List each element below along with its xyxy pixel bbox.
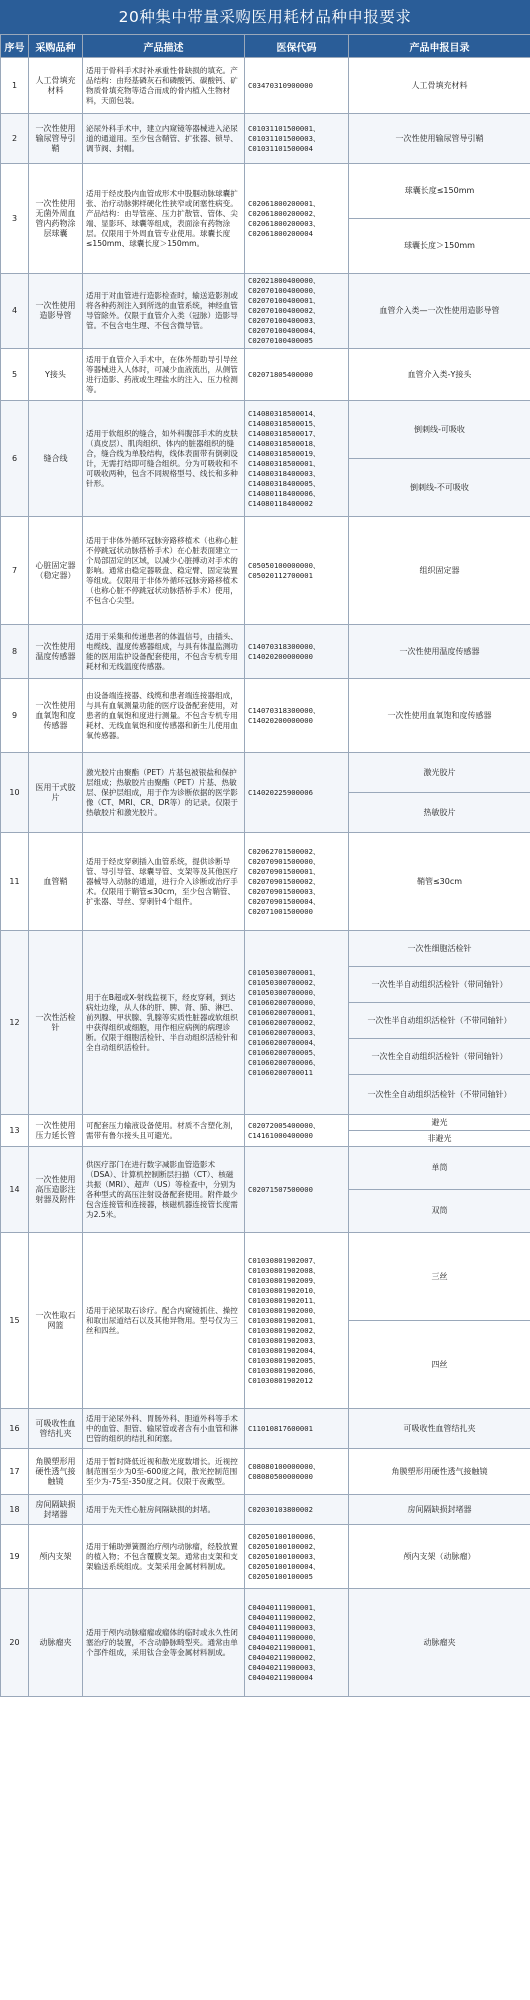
cell-desc: 可配套压力输液设备使用。材质不含塑化剂，需带有鲁尔接头且可避光。 (83, 1115, 245, 1147)
cell-catalog: 一次性细胞活检针 (349, 931, 530, 967)
cell-catalog: 一次性使用输尿管导引鞘 (349, 114, 530, 164)
cell-code: C02061800200001、 C02061800200002、 C02061800200003、 C02061800200004 (245, 164, 349, 274)
cell-no: 8 (1, 625, 29, 679)
cell-no: 20 (1, 1589, 29, 1697)
cell-name: 角膜塑形用硬性透气接触镜 (29, 1449, 83, 1495)
table-row (1, 625, 530, 679)
cell-code: C14080318500014、 C14080318500015、 C14080318500017、 C14080318500018、 C14080318500019、 C14080318500001、 C14080318400003、 C14080318400005、 C14080118400006、 C14080118400002 (245, 401, 349, 517)
cell-no: 7 (1, 517, 29, 625)
cell-no: 14 (1, 1147, 29, 1233)
cell-no: 9 (1, 679, 29, 753)
cell-code: C14070318300000、 C14020200000000 (245, 625, 349, 679)
cell-code: C01031101500001、 C01031101500003、 C01031101500004 (245, 114, 349, 164)
cell-desc: 适用于泌尿取石诊疗。配合内窥镜抓住、操控和取出尿道结石以及其他异物用。型号仅为三丝和四丝。 (83, 1233, 245, 1409)
cell-catalog: 人工骨填充材料 (349, 58, 530, 114)
table-row (1, 1147, 530, 1190)
table-row (1, 349, 530, 401)
cell-code: C04040111900001、 C04040111900002、 C04040111900003、 C04040111900000、 C04040211900001、 C04040211900002、 C04040211900003、 C04040211900004 (245, 1589, 349, 1697)
cell-catalog: 球囊长度＞150mm (349, 219, 530, 274)
cell-name: 一次性使用高压造影注射器及附件 (29, 1147, 83, 1233)
cell-desc: 由设备端连接器、线缆和患者端连接器组成，与具有血氧测量功能的医疗设备配套使用，对患者的血氧饱和度进行测量。不包含专机专用耗材、无线血氧饱和度传感器和新生儿使用血氧传感器。 (83, 679, 245, 753)
requirements-table (0, 34, 530, 1697)
cell-catalog: 球囊长度≤150mm (349, 164, 530, 219)
cell-code: C14070318300000、 C14020200000000 (245, 679, 349, 753)
cell-catalog: 三丝 (349, 1233, 530, 1321)
cell-name: 可吸收性血管结扎夹 (29, 1409, 83, 1449)
cell-name: 动脉瘤夹 (29, 1589, 83, 1697)
cell-desc: 适用于先天性心脏房间隔缺损的封堵。 (83, 1495, 245, 1525)
cell-code: C02021800400000、 C02070100400000、 C02070100400001、 C02070100400002、 C02070100400003、 C02070100400004、 C02070100400005 (245, 274, 349, 349)
cell-catalog: 组织固定器 (349, 517, 530, 625)
cell-no: 13 (1, 1115, 29, 1147)
cell-name: 心脏固定器（稳定器） (29, 517, 83, 625)
cell-catalog: 房间隔缺损封堵器 (349, 1495, 530, 1525)
table-header-row (1, 35, 530, 58)
cell-code: C02072005400000、 C14161000400000 (245, 1115, 349, 1147)
cell-catalog: 动脉瘤夹 (349, 1589, 530, 1697)
header-no: 序号 (1, 35, 29, 58)
header-desc: 产品描述 (83, 35, 245, 58)
cell-no: 18 (1, 1495, 29, 1525)
cell-no: 19 (1, 1525, 29, 1589)
cell-no: 17 (1, 1449, 29, 1495)
table-row (1, 517, 530, 625)
cell-code: C02071507500000 (245, 1147, 349, 1233)
cell-desc: 适用于血管介入手术中，在体外帮助导引导丝等器械进入人体时，可减少血液流出，从侧管进行造影、药液或生理盐水的注入、压力检测等。 (83, 349, 245, 401)
cell-no: 15 (1, 1233, 29, 1409)
cell-catalog: 可吸收性血管结扎夹 (349, 1409, 530, 1449)
header-catalog: 产品申报目录 (349, 35, 530, 58)
cell-catalog: 双筒 (349, 1190, 530, 1233)
cell-code: C08080100000000、 C08080500000000 (245, 1449, 349, 1495)
cell-name: 一次性使用造影导管 (29, 274, 83, 349)
cell-no: 5 (1, 349, 29, 401)
cell-catalog: 四丝 (349, 1321, 530, 1409)
cell-name: 一次性使用输尿管导引鞘 (29, 114, 83, 164)
cell-desc: 泌尿外科手术中，建立内窥镜等器械进入泌尿道的通道用。至少包含鞘管、扩张器、锁导、调节阀、封帽。 (83, 114, 245, 164)
header-name: 采购品种 (29, 35, 83, 58)
cell-no: 16 (1, 1409, 29, 1449)
table-row (1, 274, 530, 349)
table-row (1, 931, 530, 967)
table-row (1, 1409, 530, 1449)
cell-catalog: 单筒 (349, 1147, 530, 1190)
cell-name: 人工骨填充材料 (29, 58, 83, 114)
cell-no: 1 (1, 58, 29, 114)
cell-catalog: 一次性全自动组织活检针（不带同轴针） (349, 1075, 530, 1115)
cell-code: C02050100100006、 C02050100100002、 C02050100100003、 C02050100100004、 C02050100100005 (245, 1525, 349, 1589)
cell-catalog: 血管介入类-Y接头 (349, 349, 530, 401)
cell-no: 3 (1, 164, 29, 274)
cell-desc: 适用于颅内动脉瘤瘤或瘤体的临时或永久性闭塞治疗的装置，不含动静脉畸型夹。通常由单个部件组成，采用钛合金等金属材料制成。 (83, 1589, 245, 1697)
cell-desc: 适用于对血管进行造影检查时，输送造影剂或将各种药剂注入到所选的血管系统，神经血管导管除外。仅限于血管介入类（冠脉）造影导管。不包含电生理、不包含微导管。 (83, 274, 245, 349)
cell-no: 2 (1, 114, 29, 164)
cell-code: C05050100000000、 C05020112700001 (245, 517, 349, 625)
cell-name: 一次性使用压力延长管 (29, 1115, 83, 1147)
cell-catalog: 激光胶片 (349, 753, 530, 793)
cell-desc: 适用于非体外循环冠脉旁路移植术（也称心脏不停跳冠状动脉搭桥手术）在心脏表面建立一个局部固定的区域，以减少心脏搏动对手术的影响。通常由稳定器吸盘、稳定臂、固定装置等组成。仅限用于非体外循环冠脉旁路移植术（也称心脏不停跳冠状动脉搭桥手术）使用，不包含心尖型。 (83, 517, 245, 625)
cell-desc: 适用于经皮穿刺插入血管系统，提供诊断导管、导引导管、球囊导管、支架等及其他医疗器械导入动脉的通道，进行介入诊断或治疗手术。仅限用于鞘管≤30cm，至少包含鞘管、扩张器、导丝、穿刺针4个组件。 (83, 833, 245, 931)
cell-code: C14020225900006 (245, 753, 349, 833)
cell-name: 房间隔缺损封堵器 (29, 1495, 83, 1525)
cell-desc: 适用于采集和传递患者的体温信号，由插头、电缆线、温度传感器组成，与具有体温监测功能的医用监护设备配套使用，不包含专机专用耗材和无线温度传感器。 (83, 625, 245, 679)
cell-desc: 用于在B超或X-射线监视下，经皮穿刺，到达病灶边缘，从人体的肝、脾、肾、肺、淋巴、前列腺、甲状腺、乳腺等实质性脏器或软组织中获得组织或细胞，用作相应病例的病理诊断。仅限于细胞活检针、半自动组织活检针和全自动组织活检针。 (83, 931, 245, 1115)
cell-code: C03470310900000 (245, 58, 349, 114)
table-row (1, 679, 530, 753)
cell-name: 颅内支架 (29, 1525, 83, 1589)
cell-catalog: 血管介入类—一次性使用造影导管 (349, 274, 530, 349)
cell-code: C01050300700001、 C01050300700002、 C01050300700000、 C01060200700000、 C01060200700001、 C01060200700002、 C01060200700003、 C01060200700004、 C01060200700005、 C01060200700006、 C01060200700011 (245, 931, 349, 1115)
cell-no: 4 (1, 274, 29, 349)
cell-catalog: 一次性使用温度传感器 (349, 625, 530, 679)
cell-code: C02030103800002 (245, 1495, 349, 1525)
cell-code: C01030801902007、 C01030801902008、 C01030801902009、 C01030801902010、 C01030801902011、 C01030801902000、 C01030801902001、 C01030801902002、 C01030801902003、 C01030801902004、 C01030801902005、 C01030801902006、 C01030801902012 (245, 1233, 349, 1409)
table-row (1, 1525, 530, 1589)
cell-code: C11010817600001 (245, 1409, 349, 1449)
table-row (1, 114, 530, 164)
cell-desc: 适用于辅助弹簧圈治疗颅内动脉瘤，经股放置的植入物；不包含覆膜支架。通常由支架和支架输送系统组成。支架采用金属材料制成。 (83, 1525, 245, 1589)
table-row (1, 164, 530, 219)
table-row (1, 1589, 530, 1697)
cell-name: 缝合线 (29, 401, 83, 517)
cell-desc: 适用于泌尿外科、胃肠外科、胆道外科等手术中的血管、胆管、输尿管或者含有小血管和淋巴管的组织的结扎和闭塞。 (83, 1409, 245, 1449)
table-row (1, 833, 530, 931)
cell-catalog: 一次性半自动组织活检针（带同轴针） (349, 967, 530, 1003)
cell-catalog: 鞘管≤30cm (349, 833, 530, 931)
cell-name: 血管鞘 (29, 833, 83, 931)
cell-code: C02062701500002、 C02070901500000、 C02070901500001、 C02070901500002、 C02070901500003、 C02070901500004、 C02071001500000 (245, 833, 349, 931)
cell-catalog: 一次性半自动组织活检针（不带同轴针） (349, 1003, 530, 1039)
cell-desc: 适用于骨科手术时补承重性骨缺损的填充。产品结构：由羟基磷灰石和磷酸钙、碳酸钙、矿物质骨填充物等适合而成的骨内植入生物材料，天面包装。 (83, 58, 245, 114)
cell-no: 10 (1, 753, 29, 833)
cell-catalog: 热敏胶片 (349, 793, 530, 833)
cell-catalog: 倒刺线-可吸收 (349, 401, 530, 459)
table-row (1, 1115, 530, 1131)
cell-desc: 适用于经皮股内血管成形术中股腘动脉球囊扩张、治疗动脉粥样硬化性狭窄或闭塞性病变。产品结构：由导管座、压力扩散管、管体、尖端、显影环、球囊等组成，表面涂有药物涂层。仅限用于外周血管专业使用。球囊长度≤150mm、球囊长度＞150mm。 (83, 164, 245, 274)
cell-code: C02071805400000 (245, 349, 349, 401)
cell-catalog: 一次性全自动组织活检针（带同轴针） (349, 1039, 530, 1075)
table-row (1, 1495, 530, 1525)
cell-desc: 适用于软组织的缝合，如外科腹部手术的皮肤（真皮层）、肌肉组织、体内的脏器组织的缝合，缝合线为单股结构，线体表面带有倒刺设计，无需打结即可缝合组织。分为可吸收和不可吸收两种，包含不同规格型号、线长和多种针形。 (83, 401, 245, 517)
table-row (1, 401, 530, 459)
cell-catalog: 非避光 (349, 1131, 530, 1147)
header-code: 医保代码 (245, 35, 349, 58)
page-title: 20种集中带量采购医用耗材品种申报要求 (0, 0, 530, 34)
cell-name: 一次性使用血氧饱和度传感器 (29, 679, 83, 753)
cell-no: 6 (1, 401, 29, 517)
cell-desc: 激光胶片由聚酯（PET）片基包被银盐和保护层组成；热敏胶片由聚酯（PET）片基、热敏层、保护层组成，用于作为诊断依据的医学影像（CT、MRI、CR、DR等）的记录。仅限于热敏胶片和激光胶片。 (83, 753, 245, 833)
cell-no: 12 (1, 931, 29, 1115)
cell-name: 一次性活检针 (29, 931, 83, 1115)
cell-catalog: 避光 (349, 1115, 530, 1131)
table-body (1, 58, 530, 1697)
cell-no: 11 (1, 833, 29, 931)
table-row (1, 753, 530, 793)
cell-name: Y接头 (29, 349, 83, 401)
cell-catalog: 角膜塑形用硬性透气接触镜 (349, 1449, 530, 1495)
cell-catalog: 一次性使用血氧饱和度传感器 (349, 679, 530, 753)
table-row (1, 58, 530, 114)
cell-catalog: 倒刺线-不可吸收 (349, 459, 530, 517)
cell-desc: 适用于暂时降低近视和散光度数增长。近视控制范围至少为0至-600度之间，散光控制范围至少为-75至-350度之间。仅限于夜戴型。 (83, 1449, 245, 1495)
cell-catalog: 颅内支架（动脉瘤） (349, 1525, 530, 1589)
table-row (1, 1449, 530, 1495)
cell-name: 医用干式胶片 (29, 753, 83, 833)
cell-desc: 供医疗部门在进行数字减影血管造影术（DSA）、计算机控制断层扫描（CT）、核磁共振（MRI）、超声（US）等检查中，分别为各种型式的高压注射设备配套使用。附件最少包含连接管和连接器，核磁机器连接管长度需为2.5米。 (83, 1147, 245, 1233)
cell-name: 一次性取石网篮 (29, 1233, 83, 1409)
cell-name: 一次性使用温度传感器 (29, 625, 83, 679)
table-row (1, 1233, 530, 1321)
cell-name: 一次性使用无菌外周血管内药物涂层球囊 (29, 164, 83, 274)
